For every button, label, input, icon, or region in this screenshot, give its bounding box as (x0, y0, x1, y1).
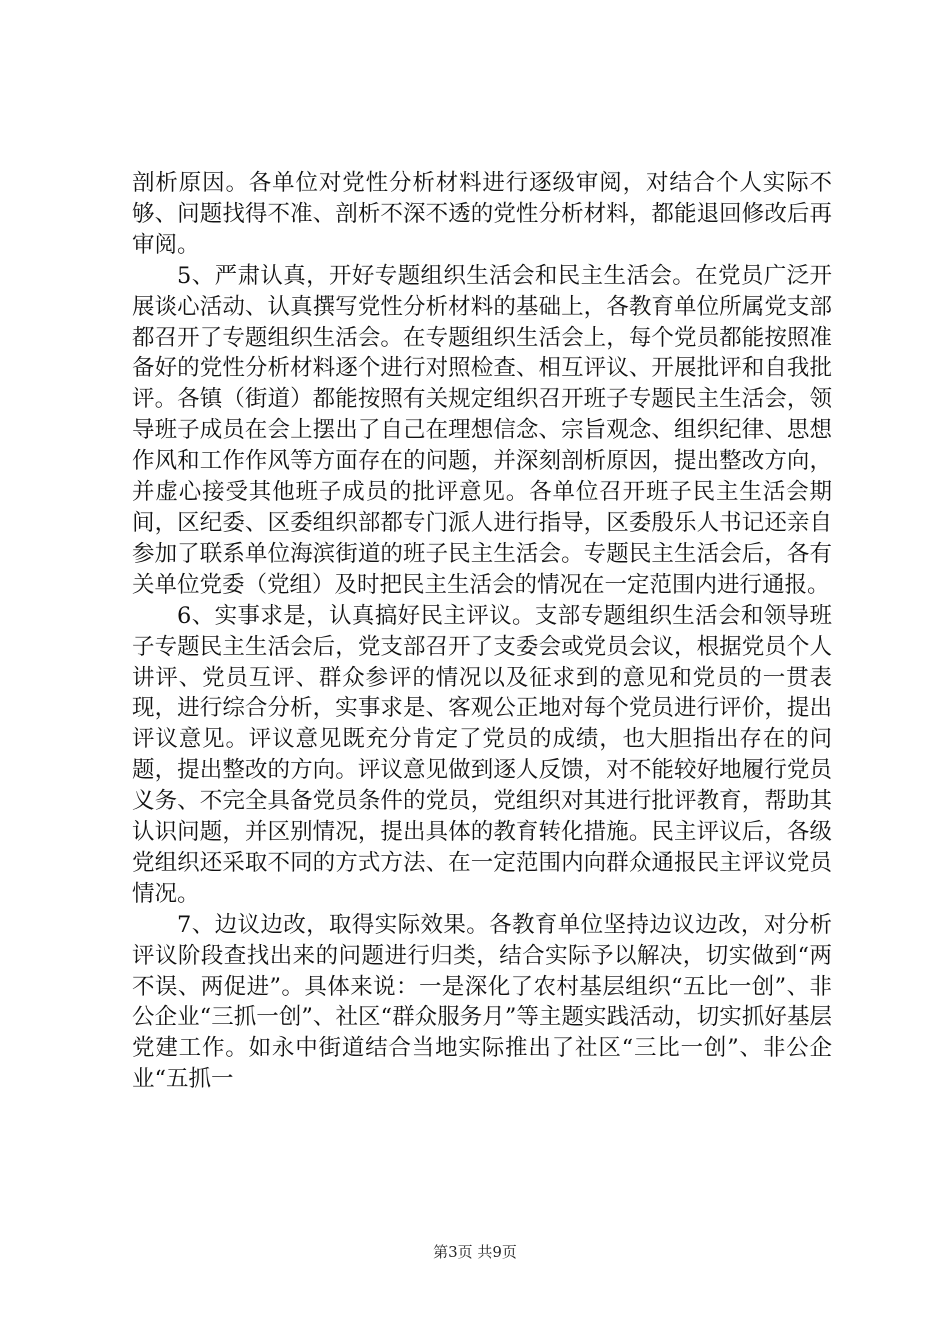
page-footer (0, 1241, 950, 1262)
paragraph-continuation: 剖析原因。各单位对党性分析材料进行逐级审阅，对结合个人实际不够、问题找得不准、剖析不深不透的党性分析材料，都能退回修改后再审阅。 (132, 170, 832, 258)
page-number: 第3页 共9页 (433, 1243, 517, 1261)
paragraph-item-6: 6、实事求是，认真搞好民主评议。支部专题组织生活会和领导班子专题民主生活会后，党支部召开了支委会或党员会议，根据党员个人讲评、党员互评、群众参评的情况以及征求到的意见和党员的一贯表现，进行综合分析，实事求是、客观公正地对每个党员进行评价，提出评议意见。评议意见既充分肯定了党员的成绩，也大胆指出存在的问题，提出整改的方向。评议意见做到逐人反馈，对不能较好地履行党员义务、不完全具备党员条件的党员，党组织对其进行批评教育，帮助其认识问题，并区别情况，提出具体的教育转化措施。民主评议后，各级党组织还采取不同的方式方法、在一定范围内向群众通报民主评议党员情况。 (132, 602, 832, 907)
paragraph-item-5: 5、严肃认真，开好专题组织生活会和民主生活会。在党员广泛开展谈心活动、认真撰写党性分析材料的基础上，各教育单位所属党支部都召开了专题组织生活会。在专题组织生活会上，每个党员都能按照准备好的党性分析材料逐个进行对照检查、相互评议、开展批评和自我批评。各镇（街道）都能按照有关规定组织召开班子专题民主生活会，领导班子成员在会上摆出了自己在理想信念、宗旨观念、组织纪律、思想作风和工作作风等方面存在的问题，并深刻剖析原因，提出整改方向，并虚心接受其他班子成员的批评意见。各单位召开班子民主生活会期间，区纪委、区委组织部都专门派人进行指导，区委殷乐人书记还亲自参加了联系单位海滨街道的班子民主生活会。专题民主生活会后，各有关单位党委（党组）及时把民主生活会的情况在一定范围内进行通报。 (132, 262, 832, 598)
paragraph-item-7: 7、边议边改，取得实际效果。各教育单位坚持边议边改，对分析评议阶段查找出来的问题进行归类，结合实际予以解决，切实做到“两不误、两促进”。具体来说：一是深化了农村基层组织“五比一创”、非公企业“三抓一创”、社区“群众服务月”等主题实践活动，切实抓好基层党建工作。如永中街道结合当地实际推出了社区“三比一创”、非公企业“五抓一 (132, 911, 832, 1093)
document-body (132, 168, 832, 1095)
